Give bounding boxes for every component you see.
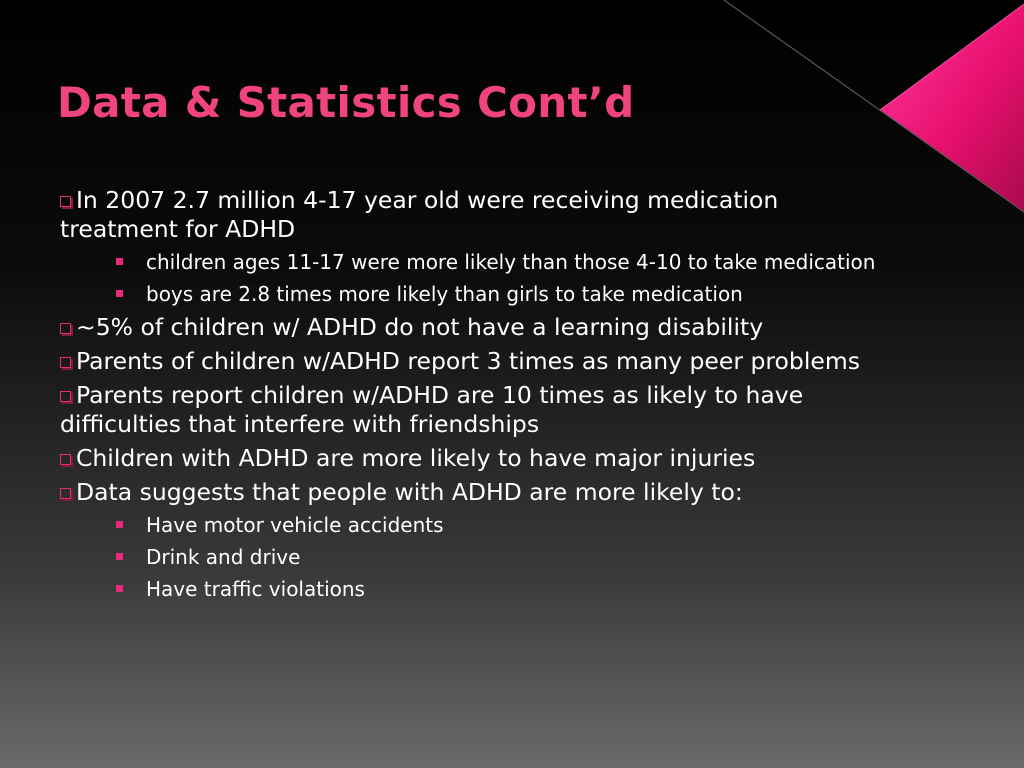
sub-bullet-item	[60, 249, 890, 275]
bullet-item	[60, 444, 890, 473]
slide-title: Data & Statistics Cont’d	[57, 78, 635, 127]
square-bullet-icon	[116, 290, 123, 297]
bullet-text: ~5% of children w/ ADHD do not have a learning disability	[76, 313, 764, 341]
hollow-square-bullet-icon	[60, 196, 71, 207]
pink-triangle	[880, 4, 1024, 212]
square-bullet-icon	[116, 553, 123, 560]
sub-bullet-item	[60, 576, 890, 602]
sub-bullet-text: boys are 2.8 times more likely than girls to take medication	[146, 282, 743, 306]
bullet-item	[60, 478, 890, 507]
bullet-item	[60, 347, 890, 376]
hollow-square-bullet-icon	[60, 488, 71, 499]
bullet-text: In 2007 2.7 million 4-17 year old were receiving medication treatment for ADHD	[60, 186, 779, 243]
bullet-text: Children with ADHD are more likely to have major injuries	[76, 444, 756, 472]
bullet-item	[60, 186, 890, 244]
bullet-text: Parents of children w/ADHD report 3 times as many peer problems	[76, 347, 860, 375]
hollow-square-bullet-icon	[60, 323, 71, 334]
sub-bullet-item	[60, 512, 890, 538]
sub-bullet-text: children ages 11-17 were more likely than those 4-10 to take medication	[146, 250, 876, 274]
square-bullet-icon	[116, 585, 123, 592]
hollow-square-bullet-icon	[60, 454, 71, 465]
sub-bullet-text: Drink and drive	[146, 545, 301, 569]
bullet-text: Parents report children w/ADHD are 10 times as likely to have difficulties that interfere with friendships	[60, 381, 804, 438]
hollow-square-bullet-icon	[60, 391, 71, 402]
bullet-item	[60, 313, 890, 342]
sub-bullet-text: Have traffic violations	[146, 577, 365, 601]
square-bullet-icon	[116, 258, 123, 265]
square-bullet-icon	[116, 521, 123, 528]
sub-bullet-text: Have motor vehicle accidents	[146, 513, 444, 537]
sub-bullet-item	[60, 281, 890, 307]
hollow-square-bullet-icon	[60, 357, 71, 368]
sub-bullet-item	[60, 544, 890, 570]
bullet-text: Data suggests that people with ADHD are more likely to:	[76, 478, 743, 506]
bullet-item	[60, 381, 890, 439]
slide-content	[60, 186, 890, 608]
